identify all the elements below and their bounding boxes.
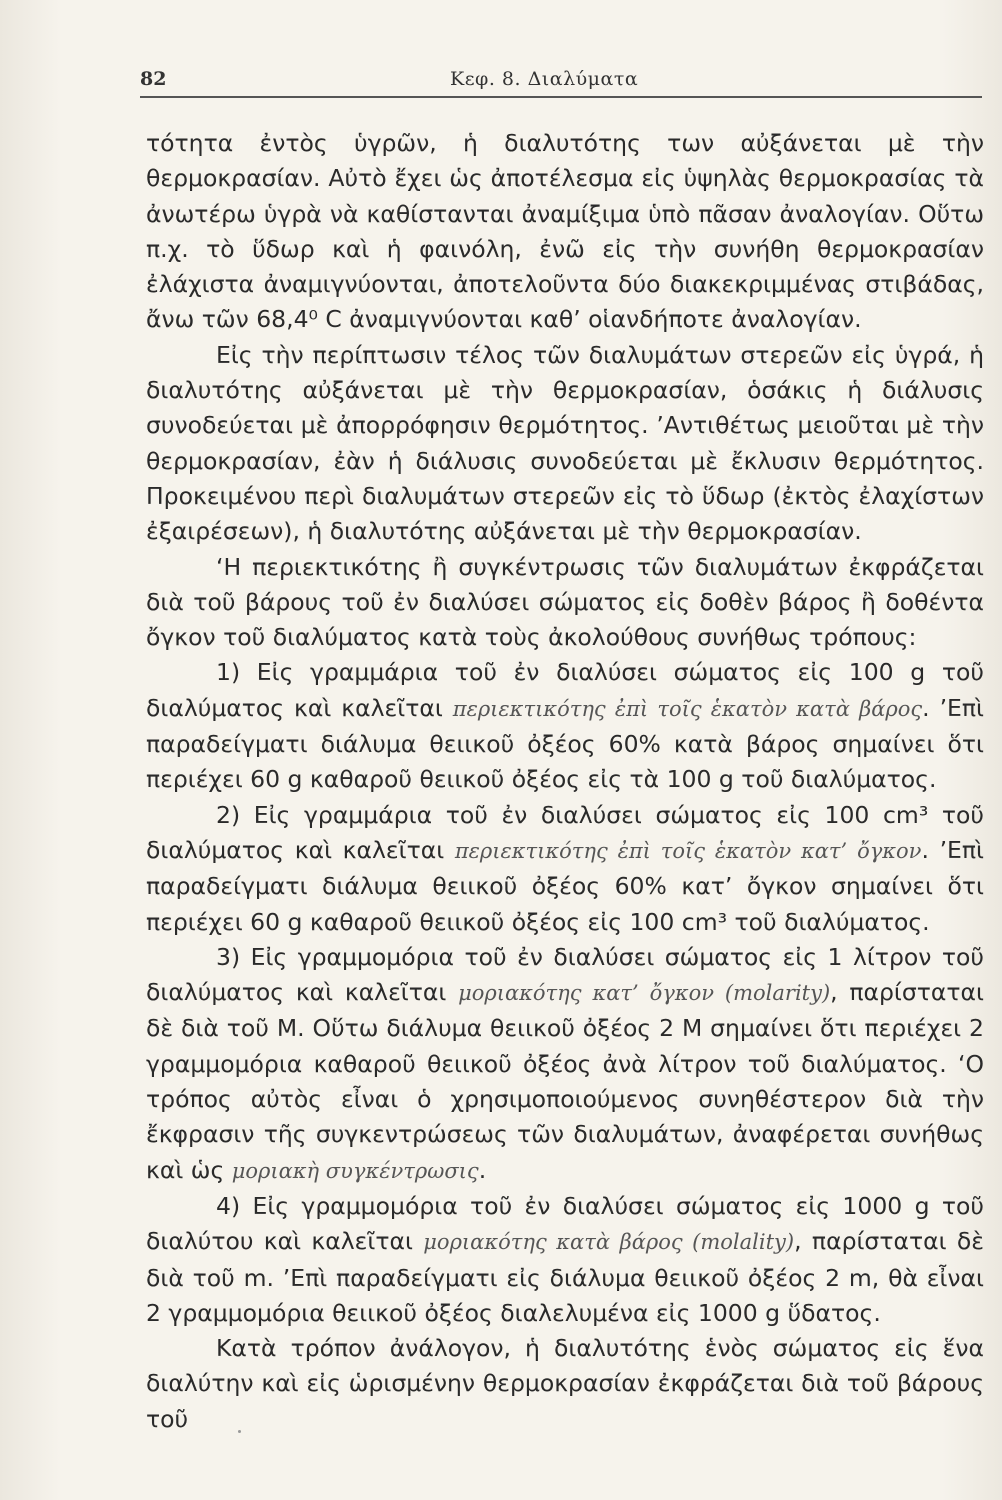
header-rule bbox=[140, 96, 982, 98]
paragraph bbox=[146, 940, 984, 1189]
text-run: . ’Επὶ παραδείγματι διάλυμα θειικοῦ ὀξέος 60% κατὰ βάρος σημαίνει ὅτι περιέχει 60 g καθαροῦ θειικοῦ ὀξέος εἰς τὰ 100 g τοῦ διαλύματος. bbox=[146, 693, 985, 794]
paragraph bbox=[146, 798, 984, 940]
paragraph bbox=[146, 1189, 984, 1331]
italic-term: περιεκτικότης ἐπὶ τοῖς ἑκατὸν κατ’ ὄγκον bbox=[454, 838, 922, 863]
text-run: , παρίσταται δὲ διὰ τοῦ m. ’Επὶ παραδείγματι εἰς διάλυμα θειικοῦ ὀξέος 2 m, θὰ εἶναι 2 γραμμομόρια θειικοῦ ὀξέος διαλελυμένα εἰς 1000 g ὕδατος. bbox=[146, 1227, 984, 1327]
text-run: 4) Εἰς γραμμομόρια τοῦ ἐν διαλύσει σώματος εἰς 1000 g τοῦ διαλύτου καὶ καλεῖται bbox=[146, 1191, 984, 1256]
italic-term: μοριακότης κατὰ βάρος (molality) bbox=[423, 1230, 795, 1255]
page-header bbox=[140, 66, 985, 96]
paragraph bbox=[146, 655, 984, 797]
text-run: 1) Εἰς γραμμάρια τοῦ ἐν διαλύσει σώματος εἰς 100 g τοῦ διαλύματος καὶ καλεῖται bbox=[146, 658, 984, 722]
italic-term: μοριακότης κατ’ ὄγκον (molarity) bbox=[458, 981, 831, 1006]
text-run: 3) Εἰς γραμμομόρια τοῦ ἐν διαλύσει σώματος εἰς 1 λίτρον τοῦ διαλύματος καὶ καλεῖται bbox=[146, 942, 984, 1007]
italic-term: μοριακὴ συγκέντρωσις bbox=[231, 1158, 479, 1183]
text-run: Κατὰ τρόπον ἀνάλογον, ἡ διαλυτότης ἑνὸς σώματος εἰς ἕνα διαλύτην καὶ εἰς ὡρισμένην θερμοκρασίαν ἐκφράζεται διὰ τοῦ βάρους τοῦ bbox=[146, 1334, 984, 1433]
paragraph bbox=[146, 338, 984, 550]
paragraph bbox=[146, 550, 984, 656]
paragraph bbox=[146, 1331, 984, 1437]
text-run: τότητα ἐντὸς ὑγρῶν, ἡ διαλυτότης των αὐξάνεται μὲ τὴν θερμοκρασίαν. Αὐτὸ ἔχει ὡς ἀποτέλεσμα εἰς ὑψηλὰς θερμοκρασίας τὰ ἀνωτέρω ὑγρὰ νὰ καθίστανται ἀναμίξιμα ὑπὸ πᾶσαν ἀναλογίαν. Οὕτω π.χ. τὸ ὕδωρ καὶ ἡ φαινόλη, ἐνῶ εἰς τὴν συνήθη θερμοκρασίαν ἐλάχιστα ἀναμιγνύονται, ἀποτελοῦντα δύο διακεκριμμένας στιβάδας, ἄνω τῶν 68,4⁰ C ἀναμιγνύονται καθ’ οἱανδήποτε ἀναλογίαν. bbox=[146, 129, 984, 334]
running-title: Κεφ. 8. Διαλύματα bbox=[450, 68, 639, 90]
text-run: Εἰς τὴν περίπτωσιν τέλος τῶν διαλυμάτων στερεῶν εἰς ὑγρά, ἡ διαλυτότης αὐξάνεται μὲ τὴν θερμοκρασίαν, ὁσάκις ἡ διάλυσις συνοδεύεται μὲ ἀπορρόφησιν θερμότητος. ’Αντιθέτως μειοῦται μὲ τὴν θερμοκρασίαν, ἐὰν ἡ διάλυσις συνοδεύεται μὲ ἔκλυσιν θερμότητος. Προκειμένου περὶ διαλυμάτων στερεῶν εἰς τὸ ὕδωρ (ἐκτὸς ἐλαχίστων ἐξαιρέσεων), ἡ διαλυτότης αὐξάνεται μὲ τὴν θερμοκρασίαν. bbox=[146, 340, 984, 546]
italic-term: περιεκτικότης ἐπὶ τοῖς ἑκατὸν κατὰ βάρος bbox=[452, 696, 923, 721]
text-run: , παρίσταται δὲ διὰ τοῦ Μ. Οὕτω διάλυμα θειικοῦ ὀξέος 2 Μ σημαίνει ὅτι περιέχει 2 γραμμομόρια καθαροῦ θειικοῦ ὀξέος ἀνὰ λίτρον τοῦ διαλύματος. ‘Ο τρόπος αὐτὸς εἶναι ὁ χρησιμοποιούμενος συνηθέστερον διὰ τὴν ἔκφρασιν τῆς συγκεντρώσεως τῶν διαλυμάτων, ἀναφέρεται συνήθως καὶ ὡς bbox=[146, 978, 985, 1184]
paragraph bbox=[146, 126, 984, 338]
ink-speck bbox=[238, 1430, 241, 1433]
page-number: 82 bbox=[140, 68, 167, 90]
text-run: ‘Η περιεκτικότης ἢ συγκέντρωσις τῶν διαλυμάτων ἐκφράζεται διὰ τοῦ βάρους τοῦ ἐν διαλύσει σώματος εἰς δοθὲν βάρος ἢ δοθέντα ὄγκον τοῦ διαλύματος κατὰ τοὺς ἀκολούθους συνήθως τρόπους: bbox=[146, 552, 984, 652]
text-run: 2) Εἰς γραμμάρια τοῦ ἐν διαλύσει σώματος εἰς 100 cm³ τοῦ διαλύματος καὶ καλεῖται bbox=[146, 800, 984, 864]
body-text bbox=[146, 126, 984, 1437]
text-run: . bbox=[478, 1155, 487, 1184]
text-run: . ’Επὶ παραδείγματι διάλυμα θειικοῦ ὀξέος 60% κατ’ ὄγκον σημαίνει ὅτι περιέχει 60 g καθαροῦ θειικοῦ ὀξέος εἰς 100 cm³ τοῦ διαλύματος. bbox=[146, 835, 984, 936]
